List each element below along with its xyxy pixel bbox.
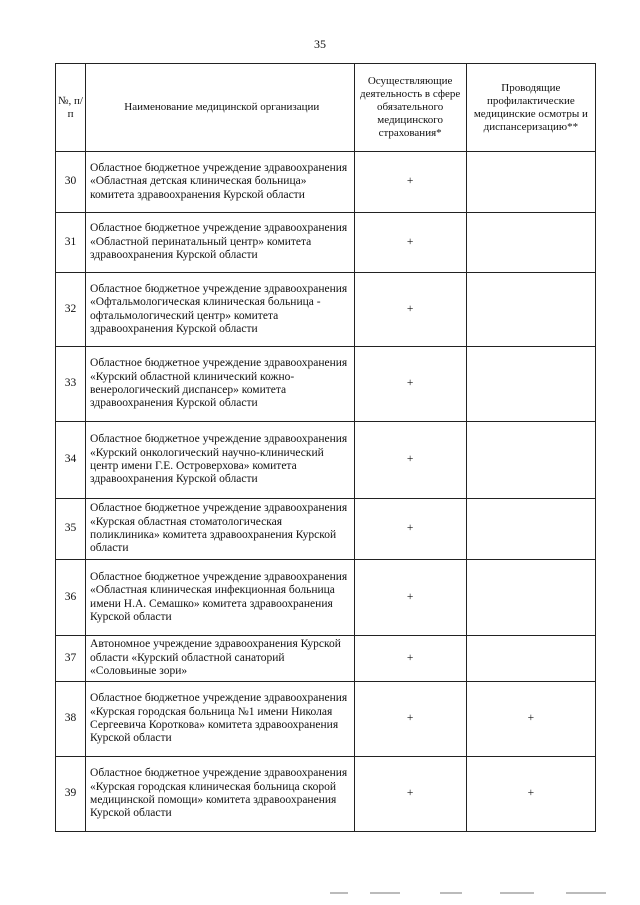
preventive-exams-mark [466,560,595,636]
row-number: 38 [56,682,86,757]
preventive-exams-mark [466,636,595,682]
preventive-exams-mark: + [466,682,595,757]
organization-name: Областное бюджетное учреждение здравоохранения «Курский онкологический научно-клинический центр имени Г.Е. Островерхова» комитета здравоохранения Курской области [86,422,354,499]
header-oms-activity: Осуществляющие деятельность в сфере обязательного медицинского страхования* [354,64,466,152]
header-organization-name: Наименование медицинской организации [86,64,354,152]
oms-mark: + [354,560,466,636]
organization-name: Областное бюджетное учреждение здравоохранения «Областная детская клиническая больница» комитета здравоохранения Курской области [86,152,354,213]
table-row [56,636,596,682]
table-row [56,560,596,636]
oms-mark: + [354,273,466,347]
row-number: 39 [56,757,86,832]
row-number: 31 [56,213,86,273]
header-preventive-exams: Проводящие профилактические медицинские осмотры и диспансеризацию** [466,64,595,152]
table-row [56,499,596,560]
oms-mark: + [354,757,466,832]
oms-mark: + [354,682,466,757]
oms-mark: + [354,422,466,499]
table-row [56,273,596,347]
table-header-row [56,64,596,152]
oms-mark: + [354,347,466,422]
preventive-exams-mark [466,152,595,213]
header-number: №, п/п [56,64,86,152]
organization-name: Областное бюджетное учреждение здравоохранения «Курская городская больница №1 имени Николая Сергеевича Короткова» комитета здравоохранения Курской области [86,682,354,757]
organization-name: Областное бюджетное учреждение здравоохранения «Курская городская клиническая больница скорой медицинской помощи» комитета здравоохранения Курской области [86,757,354,832]
row-number: 30 [56,152,86,213]
organization-name: Областное бюджетное учреждение здравоохранения «Офтальмологическая клиническая больница - офтальмологический центр» комитета здравоохранения Курской области [86,273,354,347]
table-row [56,682,596,757]
table-row [56,152,596,213]
preventive-exams-mark [466,422,595,499]
oms-mark: + [354,213,466,273]
preventive-exams-mark [466,213,595,273]
scan-artifacts [330,892,610,895]
row-number: 37 [56,636,86,682]
row-number: 36 [56,560,86,636]
page-number: 35 [314,37,326,51]
table-row [56,757,596,832]
oms-mark: + [354,499,466,560]
row-number: 35 [56,499,86,560]
row-number: 34 [56,422,86,499]
preventive-exams-mark [466,499,595,560]
row-number: 32 [56,273,86,347]
organization-name: Областное бюджетное учреждение здравоохранения «Курский областной клинический кожно-венерологический диспансер» комитета здравоохранения Курской области [86,347,354,422]
preventive-exams-mark: + [466,757,595,832]
oms-mark: + [354,636,466,682]
table-row [56,347,596,422]
organization-name: Автономное учреждение здравоохранения Курской области «Курский областной санаторий «Соловьиные зори» [86,636,354,682]
oms-mark: + [354,152,466,213]
organization-name: Областное бюджетное учреждение здравоохранения «Областная клиническая инфекционная больница имени Н.А. Семашко» комитета здравоохранения Курской области [86,560,354,636]
organization-name: Областное бюджетное учреждение здравоохранения «Областной перинатальный центр» комитета здравоохранения Курской области [86,213,354,273]
table-row [56,213,596,273]
preventive-exams-mark [466,273,595,347]
preventive-exams-mark [466,347,595,422]
table-row [56,422,596,499]
organization-name: Областное бюджетное учреждение здравоохранения «Курская областная стоматологическая поликлиника» комитета здравоохранения Курской области [86,499,354,560]
organizations-table [55,63,596,832]
row-number: 33 [56,347,86,422]
